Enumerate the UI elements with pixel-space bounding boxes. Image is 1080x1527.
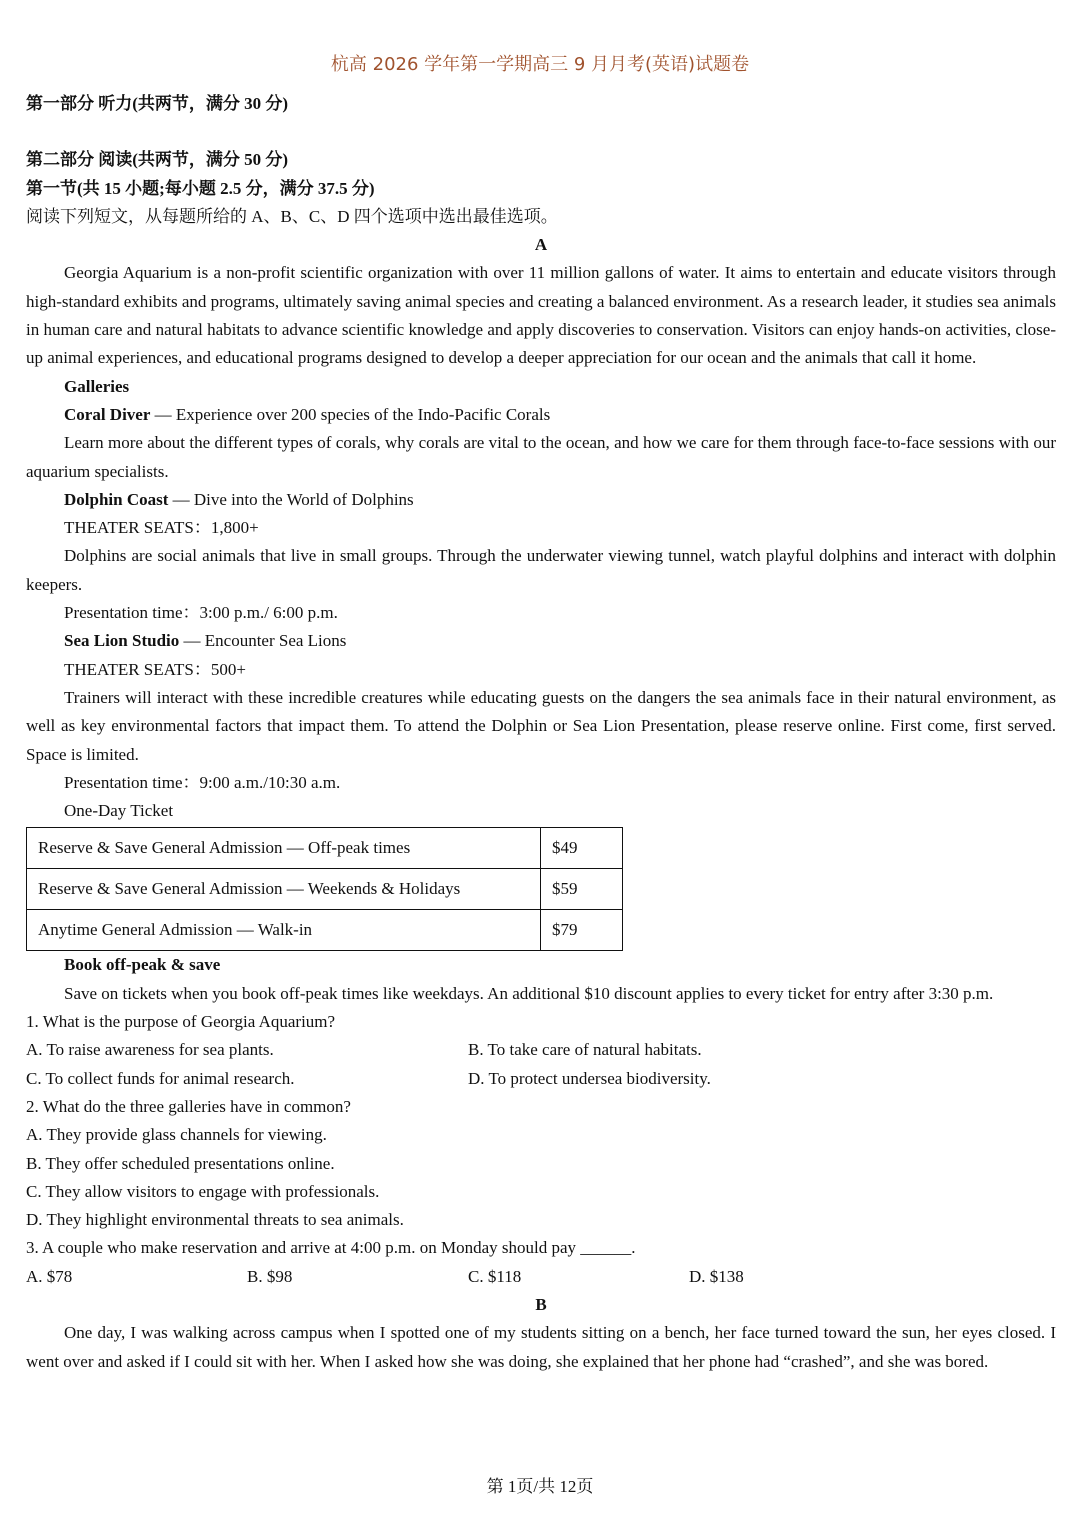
sealion-subtitle: — Encounter Sea Lions bbox=[179, 631, 347, 651]
dolphin-subtitle: — Dive into the World of Dolphins bbox=[168, 489, 414, 509]
part1-heading: 第一部分 听力(共两节，满分 30 分) bbox=[26, 94, 289, 113]
table-row bbox=[27, 869, 623, 910]
page-content bbox=[26, 90, 1056, 1376]
q3-stem: 3. A couple who make reservation and arrive at 4:00 p.m. on Monday should pay ______. bbox=[26, 1238, 636, 1258]
q2-option-c: C. They allow visitors to engage with professionals. bbox=[26, 1181, 380, 1201]
ticket-price: $59 bbox=[541, 869, 623, 910]
page-number: 第 1页/共 12页 bbox=[486, 1477, 594, 1496]
q1-options-row1 bbox=[26, 1036, 1056, 1064]
ticket-price: $79 bbox=[541, 910, 623, 951]
q2-option-d: D. They highlight environmental threats to sea animals. bbox=[26, 1210, 404, 1230]
q1-option-d: D. To protect undersea biodiversity. bbox=[468, 1068, 711, 1088]
spacer bbox=[26, 118, 1056, 146]
coral-subtitle: — Experience over 200 species of the Indo-Pacific Corals bbox=[150, 404, 551, 424]
q3-options bbox=[26, 1263, 1056, 1291]
coral-heading bbox=[26, 401, 1056, 429]
q3-option-b: B. $98 bbox=[247, 1266, 293, 1286]
table-row bbox=[27, 828, 623, 869]
q3-option-d: D. $138 bbox=[689, 1266, 744, 1286]
dolphin-name: Dolphin Coast bbox=[64, 489, 169, 509]
q1-option-b: B. To take care of natural habitats. bbox=[468, 1040, 702, 1060]
q1-option-a: A. To raise awareness for sea plants. bbox=[26, 1040, 274, 1060]
q2-option-b: B. They offer scheduled presentations online. bbox=[26, 1153, 335, 1173]
sealion-time: Presentation time：9:00 a.m./10:30 a.m. bbox=[64, 772, 341, 792]
section1-heading: 第一节(共 15 小题;每小题 2.5 分，满分 37.5 分) bbox=[26, 178, 375, 198]
coral-name: Coral Diver bbox=[64, 404, 151, 424]
passage-b-p1: One day, I was walking across campus when I spotted one of my students sitting on a bench, her face turned toward the sun, her eyes closed. I went over and asked if I could sit with her. When I asked how she was doing, she explained that her phone had “crashed”, and she was bored. bbox=[26, 1323, 1056, 1371]
sealion-name: Sea Lion Studio bbox=[64, 631, 180, 651]
ticket-name: Reserve & Save General Admission — Off-peak times bbox=[27, 828, 541, 869]
sealion-seats: THEATER SEATS：500+ bbox=[64, 659, 246, 679]
q1-options-row2 bbox=[26, 1065, 1056, 1093]
ticket-price: $49 bbox=[541, 828, 623, 869]
offpeak-heading: Book off-peak & save bbox=[64, 955, 221, 975]
table-row bbox=[27, 910, 623, 951]
ticket-table bbox=[26, 827, 623, 951]
q2-option-a: A. They provide glass channels for viewing. bbox=[26, 1125, 327, 1145]
dolphin-desc: Dolphins are social animals that live in small groups. Through the underwater viewing tunnel, watch playful dolphins and interact with dolphin keepers. bbox=[26, 546, 1056, 594]
ticket-name: Reserve & Save General Admission — Weekends & Holidays bbox=[27, 869, 541, 910]
coral-desc: Learn more about the different types of corals, why corals are vital to the ocean, and how we care for them through face-to-face sessions with our aquarium specialists. bbox=[26, 433, 1056, 481]
q3-option-a: A. $78 bbox=[26, 1266, 73, 1286]
offpeak-text: Save on tickets when you book off-peak times like weekdays. An additional $10 discount applies to every ticket for entry after 3:30 p.m. bbox=[64, 983, 994, 1003]
passage-a-intro: Georgia Aquarium is a non-profit scientific organization with over 11 million gallons of water. It aims to entertain and educate visitors through high-standard exhibits and programs, ultimately saving animal species and creating a balanced environment. As a research leader, it studies sea animals in human care and natural habitats to advance scientific knowledge and apply discoveries to conservation. Visitors can enjoy hands-on activities, close-up animal experiences, and educational programs designed to develop a deeper appreciation for our ocean and the animals that call it home. bbox=[26, 263, 1056, 368]
q1-stem: 1. What is the purpose of Georgia Aquarium? bbox=[26, 1012, 336, 1032]
page-title: 杭高 2026 学年第一学期高三 9 月月考(英语)试题卷 bbox=[330, 54, 750, 75]
q3-option-c: C. $118 bbox=[468, 1266, 522, 1286]
q2-stem: 2. What do the three galleries have in common? bbox=[26, 1096, 351, 1116]
galleries-heading: Galleries bbox=[64, 376, 130, 396]
dolphin-heading bbox=[26, 486, 1056, 514]
ticket-name: Anytime General Admission — Walk-in bbox=[27, 910, 541, 951]
passage-a-label: A bbox=[534, 235, 548, 255]
passage-b-label: B bbox=[535, 1294, 547, 1314]
dolphin-seats: THEATER SEATS：1,800+ bbox=[64, 518, 259, 538]
sealion-desc: Trainers will interact with these incredible creatures while educating guests on the dangers the sea animals face in their natural environment, as well as key environmental factors that impact them. To attend the Dolphin or Sea Lion Presentation, please reserve online. First come, first served. Space is limited. bbox=[26, 687, 1056, 764]
instruction-text: 阅读下列短文，从每题所给的 A、B、C、D 四个选项中选出最佳选项。 bbox=[26, 206, 558, 226]
ticket-heading: One-Day Ticket bbox=[64, 801, 174, 821]
q1-option-c: C. To collect funds for animal research. bbox=[26, 1068, 295, 1088]
part2-heading: 第二部分 阅读(共两节，满分 50 分) bbox=[26, 150, 289, 170]
dolphin-time: Presentation time：3:00 p.m./ 6:00 p.m. bbox=[64, 603, 338, 623]
sealion-heading bbox=[26, 627, 1056, 655]
